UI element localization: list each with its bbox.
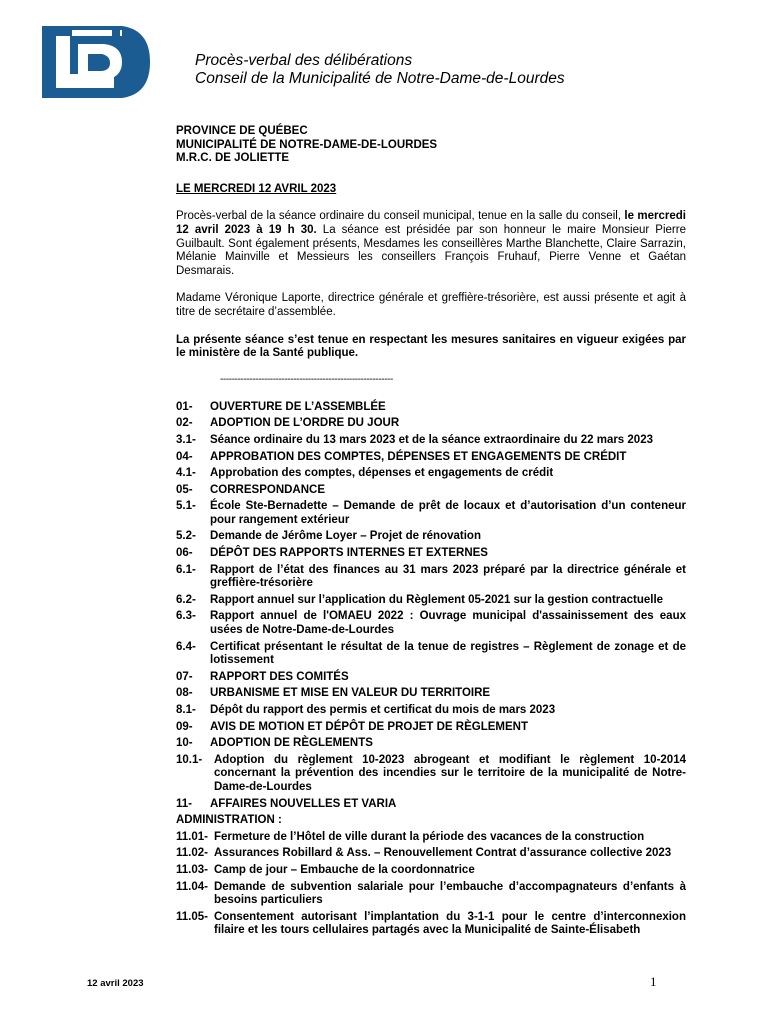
header-subtitle: Conseil de la Municipalité de Notre-Dame-de-Lourdes [195, 70, 565, 87]
agenda-item [176, 530, 686, 544]
agenda-number: 5.2- [176, 530, 196, 543]
footer-date: 12 avril 2023 [87, 978, 144, 989]
agenda-text: OUVERTURE DE L’ASSEMBLÉE [210, 400, 386, 413]
meeting-date: LE MERCREDI 12 AVRIL 2023 [176, 182, 337, 195]
agenda-text: Séance ordinaire du 13 mars 2023 et de la séance extraordinaire du 22 mars 2023 [210, 433, 653, 446]
agenda-text: URBANISME ET MISE EN VALEUR DU TERRITOIRE [210, 687, 491, 700]
agenda-number: 5.1- [176, 500, 196, 513]
agenda-number: 02- [176, 417, 193, 430]
admin-item [176, 847, 686, 861]
agenda-number: 10- [176, 737, 193, 750]
agenda-item [176, 484, 686, 498]
agenda-text: DÉPÔT DES RAPPORTS INTERNES ET EXTERNES [210, 547, 488, 560]
agenda-number: 05- [176, 483, 193, 496]
agenda-item [176, 434, 686, 448]
agenda-list [176, 401, 686, 828]
address-line: PROVINCE DE QUÉBEC [176, 125, 308, 137]
agenda-number: 11- [176, 797, 192, 810]
agenda-item [176, 500, 686, 527]
agenda-number: 6.3- [176, 610, 196, 623]
agenda-item [176, 641, 686, 668]
admin-number: 11.02- [176, 847, 208, 860]
admin-list [176, 831, 686, 938]
agenda-item [176, 687, 686, 701]
agenda-item [176, 754, 686, 795]
agenda-number: 10.1- [176, 753, 203, 766]
address-line: MUNICIPALITÉ DE NOTRE-DAME-DE-LOURDES [176, 138, 438, 151]
agenda-text: RAPPORT DES COMITÉS [210, 670, 349, 683]
agenda-text: Certificat présentant le résultat de la tenue de registres – Règlement de zonage et de lotissement [210, 640, 686, 667]
header-title: Procès-verbal des délibérations [195, 52, 413, 69]
agenda-text: Dépôt du rapport des permis et certificat du mois de mars 2023 [210, 704, 556, 716]
agenda-text: ADOPTION DE RÈGLEMENTS [210, 737, 373, 750]
intro-date-time: le mercredi 12 avril 2023 à 19 h 30. [176, 210, 686, 236]
agenda-text: CORRESPONDANCE [210, 483, 326, 496]
agenda-number: 06- [176, 547, 193, 560]
agenda-number: 6.2- [176, 593, 196, 606]
agenda-text: Rapport de l’état des finances au 31 mars 2023 préparé par la directrice générale et greffière-trésorière [210, 563, 686, 590]
document-header [195, 52, 565, 88]
admin-item [176, 911, 686, 938]
agenda-text: Approbation des comptes, dépenses et engagements de crédit [210, 467, 554, 480]
agenda-number: 6.1- [176, 563, 196, 576]
address-block [176, 125, 686, 166]
agenda-item [176, 737, 686, 751]
agenda-item [176, 704, 686, 718]
admin-text: Demande de subvention salariale pour l’embauche d’accompagnateurs d’enfants à besoins particuliers [214, 880, 686, 907]
secretary-paragraph: Madame Véronique Laporte, directrice générale et greffière-trésorière, est aussi présente et agit à titre de secrétaire d’assemblée. [176, 292, 686, 318]
agenda-item [176, 467, 686, 481]
admin-text: Assurances Robillard & Ass. – Renouvellement Contrat d’assurance collective 2023 [214, 847, 672, 860]
agenda-item [176, 564, 686, 591]
admin-number: 11.01- [176, 830, 208, 843]
agenda-item [176, 594, 686, 608]
admin-number: 11.04- [176, 880, 208, 893]
agenda-text: AFFAIRES NOUVELLES ET VARIA [210, 797, 397, 810]
admin-item [176, 864, 686, 878]
agenda-number: 04- [176, 450, 193, 463]
intro-text-end: La séance est présidée par son honneur le maire Monsieur Pierre Guilbault. Sont également présents, Mesdames les conseillères Marthe Blanchette, Claire Sarrazin, Mélanie Mainville et Messieurs les conseillers François Fruhauf, Pierre Venne et Gaétan Desmarais. [176, 223, 686, 277]
agenda-item [176, 451, 686, 465]
agenda-text: Adoption du règlement 10-2023 abrogeant et modifiant le règlement 10-2014 concernant la prévention des incendies sur le territoire de la municipalité de Notre-Dame-de-Lourdes [214, 753, 686, 793]
admin-number: 11.03- [176, 863, 208, 876]
agenda-text: AVIS DE MOTION ET DÉPÔT DE PROJET DE RÈGLEMENT [210, 720, 528, 733]
separator-line: ----------------------------------------------------------- [220, 373, 393, 385]
intro-paragraph [176, 210, 686, 278]
admin-heading: ADMINISTRATION : [176, 814, 282, 827]
agenda-item [176, 610, 686, 637]
municipality-logo [42, 26, 150, 98]
agenda-text: APPROBATION DES COMPTES, DÉPENSES ET ENGAGEMENTS DE CRÉDIT [210, 450, 627, 463]
agenda-item [176, 721, 686, 735]
admin-text: Consentement autorisant l’implantation du 3-1-1 pour le centre d’interconnexion filaire et les tours cellulaires partagés avec la Municipalité de Sainte-Élisabeth [214, 910, 686, 937]
agenda-number: 8.1- [176, 704, 196, 716]
agenda-text: Rapport annuel sur l’application du Règlement 05-2021 sur la gestion contractuelle [210, 593, 664, 606]
agenda-number: 07- [176, 670, 193, 683]
sanitary-paragraph: La présente séance s’est tenue en respectant les mesures sanitaires en vigueur exigées par le ministère de la Santé publique. [176, 333, 686, 360]
agenda-number: 09- [176, 720, 193, 733]
agenda-item [176, 547, 686, 561]
agenda-item [176, 798, 686, 812]
agenda-number: 01- [176, 400, 193, 413]
agenda-item [176, 671, 686, 685]
agenda-number: 6.4- [176, 640, 196, 653]
agenda-item [176, 401, 686, 415]
admin-number: 11.05- [176, 910, 208, 923]
page-number: 1 [650, 974, 657, 989]
agenda-text: École Ste-Bernadette – Demande de prêt de locaux et d’autorisation d’un conteneur pour rangement extérieur [210, 500, 686, 526]
address-line: M.R.C. DE JOLIETTE [176, 152, 290, 165]
agenda-number: 3.1- [176, 433, 196, 446]
admin-item [176, 881, 686, 908]
agenda-number: 4.1- [176, 467, 196, 480]
agenda-item [176, 417, 686, 431]
agenda-text: Demande de Jérôme Loyer – Projet de rénovation [210, 530, 481, 543]
agenda-text: ADOPTION DE L’ORDRE DU JOUR [210, 417, 400, 430]
admin-text: Camp de jour – Embauche de la coordonnatrice [214, 863, 475, 876]
admin-text: Fermeture de l’Hôtel de ville durant la période des vacances de la construction [214, 830, 645, 843]
agenda-number: 08- [176, 687, 193, 700]
agenda-text: Rapport annuel de l'OMAEU 2022 : Ouvrage municipal d'assainissement des eaux usées de Notre-Dame-de-Lourdes [210, 610, 686, 637]
minutes-body [176, 125, 686, 941]
admin-item [176, 831, 686, 845]
intro-text: Procès-verbal de la séance ordinaire du conseil municipal, tenue en la salle du conseil, [176, 210, 625, 223]
